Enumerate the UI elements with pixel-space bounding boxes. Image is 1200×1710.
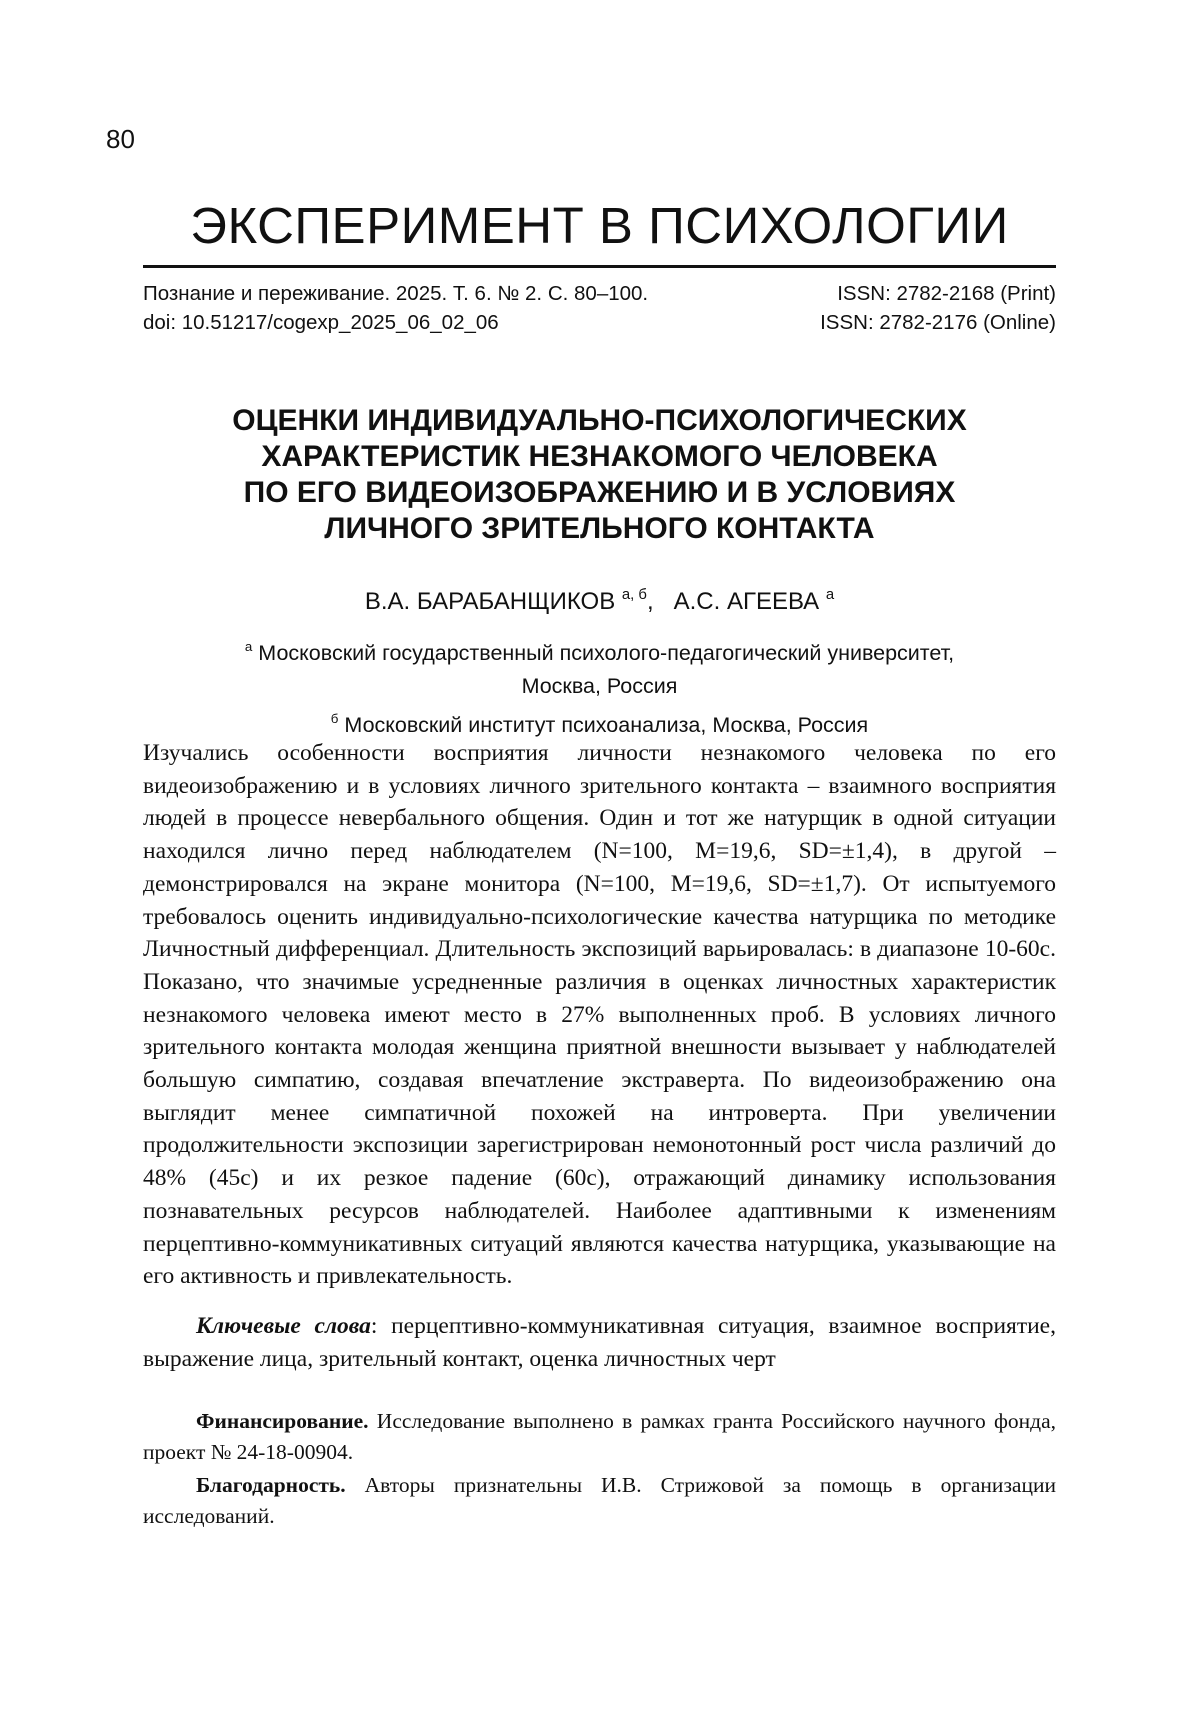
page-number: 80 — [106, 124, 135, 154]
section-title: ЭКСПЕРИМЕНТ В ПСИХОЛОГИИ — [190, 197, 1009, 254]
keywords-label: Ключевые слова — [196, 1313, 371, 1339]
funding-note — [143, 1406, 1056, 1468]
acknowledgement-label: Благодарность. — [196, 1473, 346, 1497]
issn-online: ISSN: 2782-2176 (Online) — [820, 311, 1056, 334]
affiliation-line: Москва, Россия — [521, 674, 678, 699]
title-line: ПО ЕГО ВИДЕОИЗОБРАЖЕНИЮ И В УСЛОВИЯХ — [243, 476, 956, 509]
funding-text: Исследование выполнено в рамках гранта Российского научного фонда, проект № 24-18-00904. — [143, 1409, 1056, 1464]
issn-print: ISSN: 2782-2168 (Print) — [837, 282, 1056, 305]
authors: В.А. БАРАБАНЩИКОВ $^{а, б}$, А.С. АГЕЕВА $^а$ — [364, 586, 835, 615]
abstract: Изучались особенности восприятия личности незнакомого человека по его видеоизображению и в условиях личного зрительного контакта – взаимного восприятия людей в процессе невербального общения. Один и тот же натурщик в одной ситуации находился лично перед наблюдателем (N=100, M=19,6, SD=±1,4), в другой – демонстрировался на экране монитора (N=100, M=19,6, SD=±1,7). От испытуемого требовалось оценить индивидуально-психологические качества натурщика по методике Личностный дифференциал. Длительность экспозиций варьировалась: в диапазоне 10-60с. Показано, что значимые усредненные различия в оценках личностных характеристик незнакомого человека имеют место в 27% выполненных проб. В условиях личного зрительного контакта молодая женщина приятной внешности вызывает у наблюдателей большую симпатию, создавая впечатление экстраверта. По видеоизображению она выглядит менее симпатичной похожей на интроверта. При увеличении продолжительности экспозиции зарегистрирован немонотонный рост числа различий до 48% (45с) и их резкое падение (60с), отражающий динамику использования познавательных ресурсов наблюдателей. Наиболее адаптивными к изменениям перцептивно-коммуникативных ситуаций являются качества натурщика, указывающие на его активность и привлекательность. — [143, 740, 1056, 1290]
header-rule — [143, 265, 1056, 268]
keywords-text: : перцептивно-коммуникативная ситуация, взаимное восприятие, выражение лица, зрительный контакт, оценка личностных черт — [143, 1313, 1056, 1372]
author-name: В.А. БАРАБАНЩИКОВ — [364, 588, 616, 615]
title-line: ХАРАКТЕРИСТИК НЕЗНАКОМОГО ЧЕЛОВЕКА — [261, 440, 938, 473]
author-affiliation-marks: а, б — [621, 586, 647, 603]
acknowledgement-note — [143, 1470, 1056, 1532]
citation: Познание и переживание. 2025. Т. 6. № 2. С. 80–100. — [143, 282, 649, 305]
affiliations — [143, 631, 1056, 742]
doi: doi: 10.51217/cogexp_2025_06_02_06 — [143, 311, 499, 334]
author-name: А.С. АГЕЕВА — [673, 588, 820, 615]
affiliation-mark: а — [244, 638, 253, 654]
title-line: ЛИЧНОГО ЗРИТЕЛЬНОГО КОНТАКТА — [324, 512, 875, 545]
affiliation-mark: б — [330, 710, 339, 726]
affiliation — [143, 631, 1056, 670]
citation-block — [143, 279, 648, 337]
keywords — [143, 1310, 1056, 1375]
author-affiliation-marks: а — [825, 586, 835, 603]
acknowledgement-text: Авторы признательны И.В. Стрижовой за помощь в организации исследований. — [143, 1473, 1056, 1528]
article-title — [143, 403, 1056, 547]
funding-label: Финансирование. — [196, 1409, 369, 1433]
title-line: ОЦЕНКИ ИНДИВИДУАЛЬНО-ПСИХОЛОГИЧЕСКИХ — [232, 404, 967, 437]
affiliation-line: Московский государственный психолого-педагогический университет, — [258, 641, 955, 666]
issn-block — [820, 279, 1056, 337]
affiliation-line: Московский институт психоанализа, Москва, Россия — [344, 713, 869, 738]
